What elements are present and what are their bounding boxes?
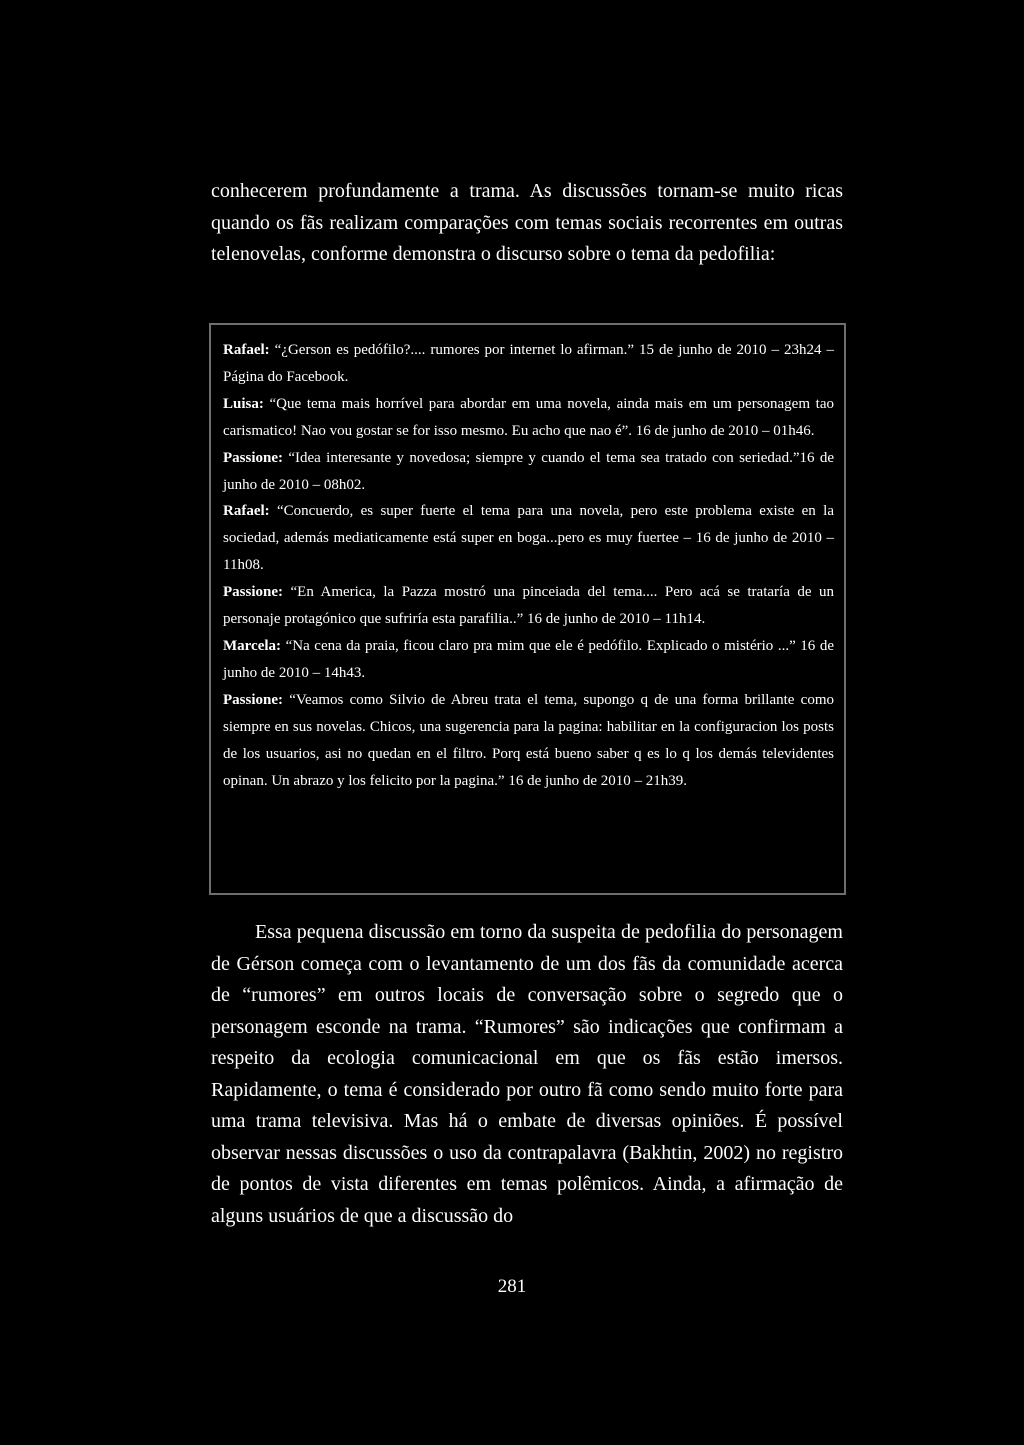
comments-quote-box [209,323,846,895]
comment-text: “Veamos como Silvio de Abreu trata el tema, supongo q de una forma brillante como siempre en sus novelas. Chicos, una sugerencia para la pagina: habilitar en la configuracion los posts de los usuarios, asi no quedan en el filtro. Porq está bueno saber q es lo q los demás televidentes opinan. Un abrazo y los felicito por la pagina.” 16 de junho de 2010 – 21h39. [223,691,834,789]
comment-author: Passione: [223,584,283,601]
comment-entry [223,391,834,445]
comment-entry [223,498,834,579]
analysis-paragraph-block [211,917,843,1232]
comment-text: “Concuerdo, es super fuerte el tema para una novela, pero este problema existe en la sociedad, además mediaticamente está super en boga...pero es muy fuertee – 16 de junho de 2010 – 11h08. [223,503,834,574]
comment-author: Marcela: [223,637,282,654]
comment-text: “En America, la Pazza mostró una pinceiada del tema.... Pero acá se trataría de un personaje protagónico que sufriría esta parafilia..” 16 de junho de 2010 – 11h14. [223,584,834,628]
comment-text: “Idea interesante y novedosa; siempre y cuando el tema sea tratado con seriedad.”16 de junho de 2010 – 08h02. [223,449,834,493]
page-number: 281 [497,1276,527,1297]
intro-paragraph: conhecerem profundamente a trama. As discussões tornam-se muito ricas quando os fãs realizam comparações com temas sociais recorrentes em outras telenovelas, conforme demonstra o discurso sobre o tema da pedofilia: [211,180,843,265]
comment-entry [223,445,834,499]
comment-author: Luisa: [223,395,264,412]
comment-entry [223,337,834,391]
comment-author: Passione: [223,691,283,708]
comment-author: Rafael: [223,342,270,358]
comment-entry [223,579,834,633]
comment-text: “Que tema mais horrível para abordar em uma novela, ainda mais em um personagem tao carismatico! Nao vou gostar se for isso mesmo. Eu acho que nao é”. 16 de junho de 2010 – 01h46. [223,395,834,439]
comment-text: “¿Gerson es pedófilo?.... rumores por internet lo afirman.” 15 de junho de 2010 – 23h24 – Página do Facebook. [223,342,834,385]
comment-entry [223,687,834,795]
intro-paragraph-block [211,176,843,271]
comment-entry [223,633,834,687]
comment-author: Passione: [223,449,283,466]
analysis-paragraph: Essa pequena discussão em torno da suspeita de pedofilia do personagem de Gérson começa com o levantamento de um dos fãs da comunidade acerca de “rumores” em outros locais de conversação sobre o segredo que o personagem esconde na trama. “Rumores” são indicações que confirmam a respeito da ecologia comunicacional em que os fãs estão imersos. Rapidamente, o tema é considerado por outro fã como sendo muito forte para uma trama televisiva. Mas há o embate de diversas opiniões. É possível observar nessas discussões o uso da contrapalavra (Bakhtin, 2002) no registro de pontos de vista diferentes em temas polêmicos. Ainda, a afirmação de alguns usuários de que a discussão do [211,921,843,1227]
comment-text: “Na cena da praia, ficou claro pra mim que ele é pedófilo. Explicado o mistério ...” 16 de junho de 2010 – 14h43. [223,637,834,681]
comment-author: Rafael: [223,503,270,520]
